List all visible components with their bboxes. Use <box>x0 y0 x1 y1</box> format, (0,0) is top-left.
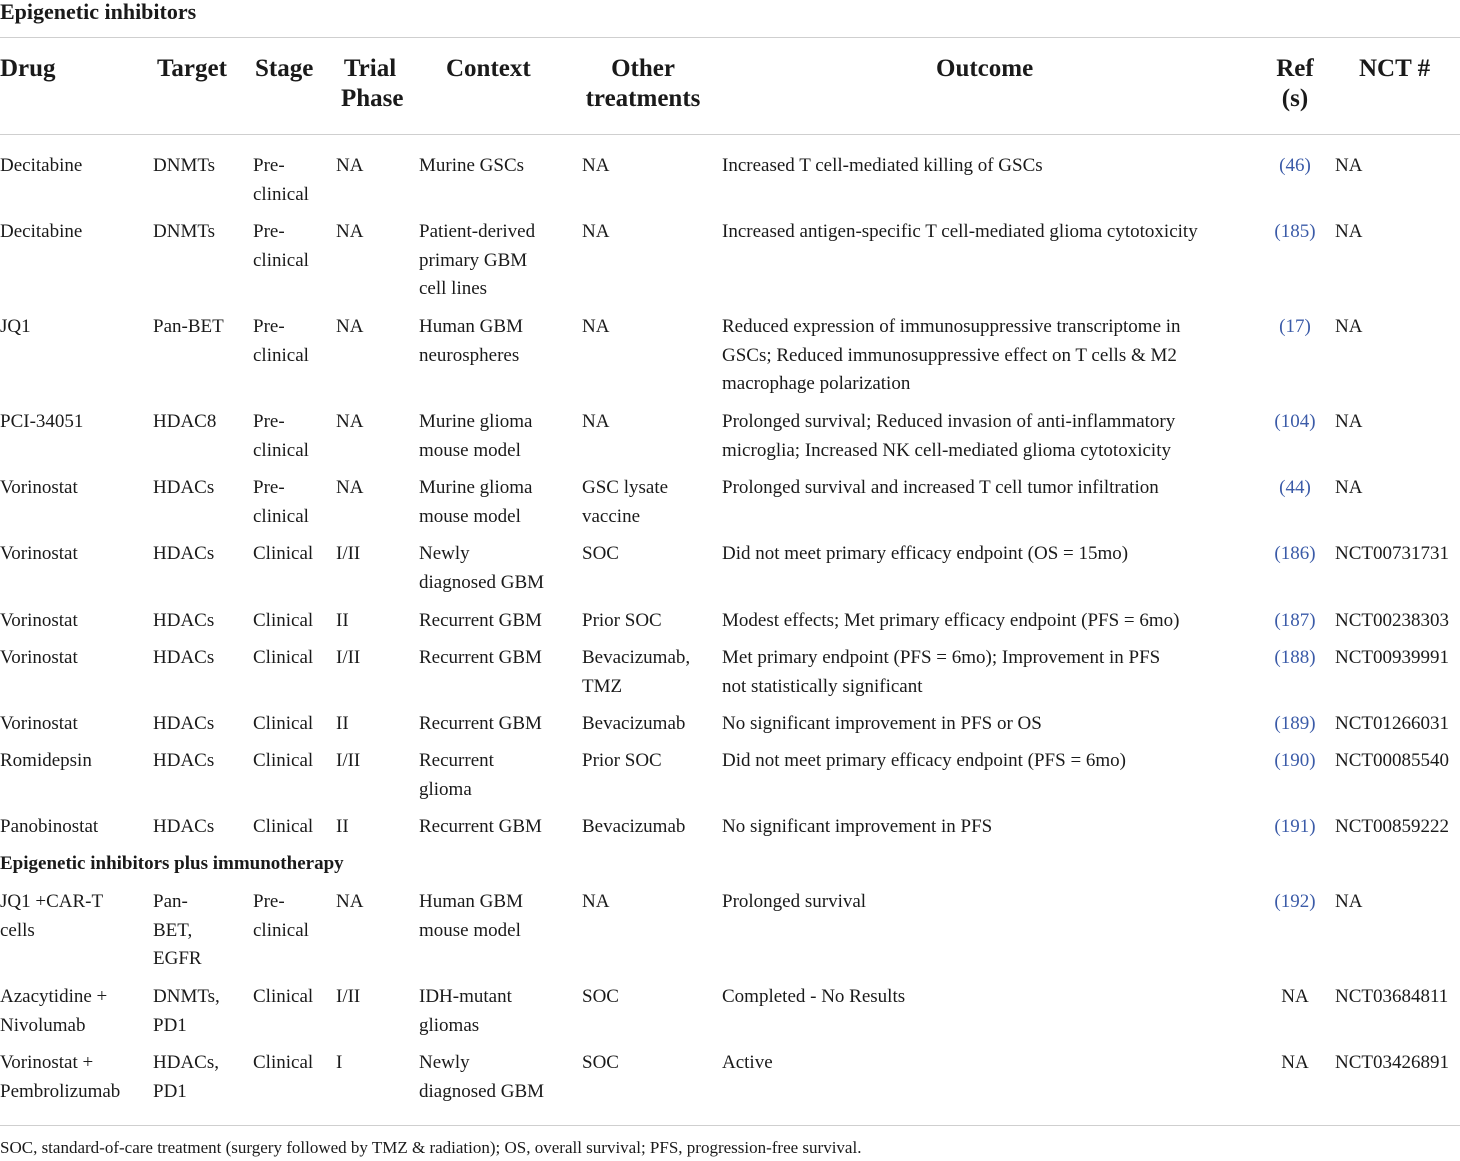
cell-drug <box>0 983 107 1040</box>
cell-target <box>153 218 215 247</box>
cell-target <box>153 644 214 673</box>
cell-drug-line: Vorinostat <box>0 477 78 498</box>
cell-target-line: PD1 <box>153 1014 187 1036</box>
header-rule <box>0 134 1460 135</box>
cell-target-line: DNMTs <box>153 155 216 176</box>
cell-stage-line: Pre- <box>253 316 285 337</box>
cell-other-treatments <box>582 474 668 531</box>
cell-stage <box>253 1049 313 1078</box>
reference-link[interactable]: (17) <box>1279 316 1311 337</box>
cell-outcome-line: Increased T cell-mediated killing of GSCs <box>722 155 1043 176</box>
cell-outcome-line: No significant improvement in PFS or OS <box>722 713 1042 734</box>
cell-outcome-line: Prolonged survival and increased T cell tumor infiltration <box>722 477 1159 498</box>
cell-trial-phase <box>336 644 360 673</box>
cell-target <box>153 408 216 437</box>
header-refs-line2: (s) <box>1281 85 1309 112</box>
cell-drug-line: PCI-34051 <box>0 411 84 432</box>
cell-trial-phase <box>336 747 360 776</box>
cell-nct: NA <box>1335 477 1363 498</box>
cell-outcome-line: microglia; Increased NK cell-mediated glioma cytotoxicity <box>722 439 1171 461</box>
cell-drug-line: JQ1 <box>0 316 31 337</box>
cell-other-treatments-line: TMZ <box>582 675 623 697</box>
cell-drug <box>0 218 82 247</box>
cell-target-line: EGFR <box>153 948 202 969</box>
cell-nct: NA <box>1335 155 1363 176</box>
cell-drug <box>0 408 83 437</box>
cell-trial-phase-line: NA <box>336 411 364 432</box>
cell-stage-line: Clinical <box>253 750 314 771</box>
cell-drug <box>0 813 98 842</box>
cell-outcome <box>722 408 1175 465</box>
header-other-treatments <box>580 54 706 114</box>
cell-trial-phase-line: II <box>336 713 349 734</box>
cell-stage <box>253 710 313 739</box>
cell-other-treatments-line: Prior SOC <box>582 750 662 771</box>
cell-drug-line: Pembrolizumab <box>0 1080 121 1102</box>
cell-context <box>419 218 535 304</box>
cell-target-line: HDACs <box>153 610 215 631</box>
cell-trial-phase-line: I/II <box>336 750 361 771</box>
cell-target-line: Pan- <box>153 891 188 912</box>
cell-target <box>153 710 214 739</box>
cell-stage <box>253 607 313 636</box>
cell-nct: NCT00238303 <box>1335 610 1449 631</box>
cell-context <box>419 888 523 945</box>
cell-drug-line: Vorinostat <box>0 713 78 734</box>
cell-outcome-line: Reduced expression of immunosuppressive transcriptome in <box>722 316 1181 337</box>
cell-context-line: Recurrent GBM <box>419 816 542 837</box>
cell-drug <box>0 888 103 945</box>
cell-context-line: diagnosed GBM <box>419 1080 545 1102</box>
cell-stage-line: Clinical <box>253 647 314 668</box>
cell-stage <box>253 813 313 842</box>
cell-trial-phase <box>336 474 363 503</box>
cell-context-line: Patient-derived <box>419 221 536 242</box>
cell-other-treatments <box>582 644 690 701</box>
cell-other-treatments-line: GSC lysate <box>582 477 669 498</box>
cell-other-treatments-line: vaccine <box>582 505 641 527</box>
cell-nct: NCT03684811 <box>1335 986 1449 1007</box>
cell-trial-phase-line: II <box>336 610 349 631</box>
reference-link[interactable]: (187) <box>1274 610 1316 631</box>
cell-outcome <box>722 813 992 842</box>
cell-context-line: primary GBM <box>419 249 528 271</box>
reference-link[interactable]: (190) <box>1274 750 1316 771</box>
cell-outcome <box>722 983 905 1012</box>
cell-target <box>153 540 214 569</box>
cell-trial-phase-line: I/II <box>336 986 361 1007</box>
cell-outcome-line: Met primary endpoint (PFS = 6mo); Improvement in PFS <box>722 647 1161 668</box>
cell-context-line: Murine glioma <box>419 477 533 498</box>
cell-ref: NA <box>1281 1052 1309 1073</box>
cell-stage-line: clinical <box>253 919 309 941</box>
cell-stage-line: Clinical <box>253 713 314 734</box>
cell-outcome-line: Active <box>722 1052 773 1073</box>
cell-context-line: Recurrent GBM <box>419 647 542 668</box>
cell-target-line: HDACs <box>153 816 215 837</box>
reference-link[interactable]: (46) <box>1279 155 1311 176</box>
cell-drug <box>0 313 31 342</box>
cell-context <box>419 540 544 597</box>
cell-drug-line: JQ1 +CAR-T <box>0 891 104 912</box>
cell-other-treatments-line: SOC <box>582 986 619 1007</box>
cell-drug-line: Vorinostat <box>0 647 78 668</box>
cell-nct: NA <box>1335 411 1363 432</box>
top-rule <box>0 37 1460 38</box>
cell-drug-line: cells <box>0 919 35 941</box>
header-outcome: Outcome <box>936 55 1034 82</box>
reference-link[interactable]: (185) <box>1274 221 1316 242</box>
cell-stage-line: Pre- <box>253 155 285 176</box>
reference-link[interactable]: (192) <box>1274 891 1316 912</box>
cell-outcome <box>722 313 1181 399</box>
cell-context-line: gliomas <box>419 1014 480 1036</box>
cell-other-treatments <box>582 218 609 247</box>
cell-outcome <box>722 152 1043 181</box>
cell-context-line: Newly <box>419 543 470 564</box>
cell-drug <box>0 540 78 569</box>
cell-trial-phase <box>336 813 349 842</box>
bottom-rule <box>0 1125 1460 1126</box>
cell-drug <box>0 607 78 636</box>
cell-stage-line: Clinical <box>253 1052 314 1073</box>
cell-stage-line: Pre- <box>253 477 285 498</box>
cell-target-line: HDACs, <box>153 1052 219 1073</box>
cell-trial-phase <box>336 540 360 569</box>
cell-outcome <box>722 607 1179 636</box>
header-drug: Drug <box>0 55 56 82</box>
cell-target <box>153 474 214 503</box>
cell-nct: NCT00085540 <box>1335 750 1449 771</box>
cell-context-line: glioma <box>419 778 472 800</box>
table-footnote: SOC, standard-of-care treatment (surgery followed by TMZ & radiation); OS, overall survival; PFS, progression-free survival. <box>0 1138 862 1157</box>
cell-context <box>419 408 532 465</box>
cell-other-treatments <box>582 607 662 636</box>
cell-stage-line: Clinical <box>253 543 314 564</box>
cell-outcome-line: Did not meet primary efficacy endpoint (OS = 15mo) <box>722 543 1129 564</box>
cell-stage <box>253 747 313 776</box>
cell-target-line: HDACs <box>153 750 215 771</box>
cell-outcome <box>722 540 1128 569</box>
cell-drug-line: Azacytidine + <box>0 986 108 1007</box>
cell-nct: NA <box>1335 221 1363 242</box>
reference-link[interactable]: (186) <box>1274 543 1316 564</box>
cell-stage-line: Pre- <box>253 411 285 432</box>
cell-target <box>153 983 220 1040</box>
cell-stage <box>253 152 309 209</box>
cell-stage <box>253 408 309 465</box>
cell-drug-line: Decitabine <box>0 155 83 176</box>
cell-trial-phase-line: I/II <box>336 647 361 668</box>
table-title: Epigenetic inhibitors <box>0 0 197 24</box>
cell-outcome-line: not statistically significant <box>722 675 923 697</box>
cell-trial-phase-line: NA <box>336 477 364 498</box>
cell-stage-line: clinical <box>253 505 309 527</box>
cell-outcome <box>722 747 1126 776</box>
cell-context <box>419 813 542 842</box>
cell-context-line: Recurrent <box>419 750 494 771</box>
cell-outcome-line: Prolonged survival; Reduced invasion of anti-inflammatory <box>722 411 1176 432</box>
cell-trial-phase <box>336 983 360 1012</box>
cell-outcome-line: Modest effects; Met primary efficacy endpoint (PFS = 6mo) <box>722 610 1180 631</box>
cell-target-line: HDACs <box>153 713 215 734</box>
cell-trial-phase-line: NA <box>336 891 364 912</box>
header-target: Target <box>157 55 227 82</box>
cell-target <box>153 888 202 974</box>
cell-target-line: BET, <box>153 919 193 941</box>
cell-other-treatments-line: NA <box>582 891 610 912</box>
cell-target-line: HDACs <box>153 477 215 498</box>
cell-target <box>153 313 224 342</box>
cell-outcome-line: Did not meet primary efficacy endpoint (PFS = 6mo) <box>722 750 1127 771</box>
cell-outcome <box>722 1049 773 1078</box>
cell-drug-line: Vorinostat <box>0 610 78 631</box>
cell-other-treatments <box>582 408 609 437</box>
cell-stage-line: Pre- <box>253 221 285 242</box>
cell-other-treatments-line: NA <box>582 155 610 176</box>
reference-link[interactable]: (104) <box>1274 411 1316 432</box>
cell-drug <box>0 644 78 673</box>
cell-trial-phase-line: NA <box>336 316 364 337</box>
header-trial-phase-line2: Phase <box>341 85 404 112</box>
cell-other-treatments <box>582 540 619 569</box>
cell-context-line: IDH-mutant <box>419 986 512 1007</box>
cell-other-treatments <box>582 983 619 1012</box>
cell-drug-line: Vorinostat <box>0 543 78 564</box>
cell-stage-line: clinical <box>253 439 309 461</box>
cell-context-line: Recurrent GBM <box>419 610 542 631</box>
cell-trial-phase <box>336 607 349 636</box>
cell-target-line: DNMTs, <box>153 986 220 1007</box>
cell-outcome <box>722 218 1198 247</box>
header-context: Context <box>446 55 531 82</box>
cell-context <box>419 152 524 181</box>
cell-stage-line: clinical <box>253 183 309 205</box>
cell-stage-line: clinical <box>253 344 309 366</box>
cell-ref: NA <box>1281 986 1309 1007</box>
cell-nct: NCT03426891 <box>1335 1052 1449 1073</box>
cell-target <box>153 813 214 842</box>
cell-outcome <box>722 888 866 917</box>
cell-drug <box>0 710 78 739</box>
cell-nct: NCT00731731 <box>1335 543 1449 564</box>
cell-stage <box>253 888 309 945</box>
cell-stage <box>253 644 313 673</box>
reference-link[interactable]: (191) <box>1274 816 1316 837</box>
cell-nct: NCT00859222 <box>1335 816 1449 837</box>
cell-context-line: Human GBM <box>419 316 523 337</box>
cell-trial-phase <box>336 888 363 917</box>
cell-context-line: mouse model <box>419 505 521 527</box>
cell-trial-phase <box>336 313 363 342</box>
cell-nct: NCT00939991 <box>1335 647 1449 668</box>
cell-stage-line: Clinical <box>253 816 314 837</box>
cell-other-treatments-line: SOC <box>582 543 619 564</box>
cell-outcome <box>722 644 1160 701</box>
cell-drug <box>0 474 78 503</box>
cell-outcome-line: No significant improvement in PFS <box>722 816 993 837</box>
cell-context-line: Newly <box>419 1052 470 1073</box>
reference-link[interactable]: (189) <box>1274 713 1316 734</box>
cell-target <box>153 607 214 636</box>
cell-trial-phase <box>336 1049 342 1078</box>
cell-context-line: Murine GSCs <box>419 155 525 176</box>
header-refs <box>1272 54 1318 114</box>
cell-outcome-line: GSCs; Reduced immunosuppressive effect on T cells & M2 <box>722 344 1177 366</box>
cell-drug <box>0 747 92 776</box>
header-trial-phase <box>341 54 404 114</box>
cell-outcome-line: macrophage polarization <box>722 373 911 394</box>
cell-other-treatments-line: Bevacizumab <box>582 713 686 734</box>
cell-drug-line: Decitabine <box>0 221 83 242</box>
cell-trial-phase <box>336 218 363 247</box>
cell-context <box>419 710 542 739</box>
cell-trial-phase <box>336 152 363 181</box>
cell-other-treatments-line: NA <box>582 411 610 432</box>
cell-target-line: DNMTs <box>153 221 216 242</box>
cell-stage-line: Pre- <box>253 891 285 912</box>
cell-target-line: HDAC8 <box>153 411 217 432</box>
cell-stage <box>253 540 313 569</box>
cell-context <box>419 983 512 1040</box>
cell-drug-line: Romidepsin <box>0 750 92 771</box>
cell-other-treatments <box>582 813 685 842</box>
cell-other-treatments <box>582 747 662 776</box>
cell-context <box>419 474 532 531</box>
cell-drug-line: Vorinostat + <box>0 1052 94 1073</box>
cell-context-line: diagnosed GBM <box>419 571 545 593</box>
cell-context-line: cell lines <box>419 278 488 299</box>
cell-stage <box>253 474 309 531</box>
cell-context-line: Recurrent GBM <box>419 713 542 734</box>
cell-nct: NCT01266031 <box>1335 713 1449 734</box>
cell-other-treatments <box>582 710 685 739</box>
cell-stage <box>253 983 313 1012</box>
reference-link[interactable]: (44) <box>1279 477 1311 498</box>
cell-stage-line: clinical <box>253 249 309 271</box>
cell-context-line: mouse model <box>419 439 521 461</box>
cell-stage <box>253 313 309 370</box>
cell-context-line: Murine glioma <box>419 411 533 432</box>
cell-context <box>419 607 542 636</box>
reference-link[interactable]: (188) <box>1274 647 1316 668</box>
cell-other-treatments <box>582 313 609 342</box>
cell-target-line: PD1 <box>153 1080 187 1102</box>
header-nct: NCT # <box>1359 55 1431 82</box>
cell-outcome <box>722 474 1159 503</box>
cell-other-treatments-line: NA <box>582 316 610 337</box>
cell-target-line: HDACs <box>153 543 215 564</box>
cell-context-line: mouse model <box>419 919 521 941</box>
cell-other-treatments-line: Bevacizumab <box>582 816 686 837</box>
cell-other-treatments-line: NA <box>582 221 610 242</box>
cell-target <box>153 152 215 181</box>
cell-context-line: Human GBM <box>419 891 523 912</box>
cell-target-line: HDACs <box>153 647 215 668</box>
header-trial-phase-line1: Trial <box>343 55 397 82</box>
cell-context-line: neurospheres <box>419 344 520 366</box>
cell-trial-phase-line: NA <box>336 221 364 242</box>
cell-outcome-line: Prolonged survival <box>722 891 867 912</box>
cell-other-treatments <box>582 152 609 181</box>
cell-target-line: Pan-BET <box>153 316 224 337</box>
cell-trial-phase <box>336 710 349 739</box>
cell-stage-line: Clinical <box>253 610 314 631</box>
section-heading: Epigenetic inhibitors plus immunotherapy <box>0 853 344 874</box>
cell-stage <box>253 218 309 275</box>
cell-trial-phase-line: I/II <box>336 543 361 564</box>
cell-other-treatments-line: SOC <box>582 1052 619 1073</box>
cell-target <box>153 1049 219 1106</box>
cell-outcome <box>722 710 1042 739</box>
cell-outcome-line: Increased antigen-specific T cell-mediated glioma cytotoxicity <box>722 221 1198 242</box>
cell-target <box>153 747 214 776</box>
header-other-line2: treatments <box>585 85 701 112</box>
cell-drug-line: Panobinostat <box>0 816 99 837</box>
cell-context <box>419 1049 544 1106</box>
cell-outcome-line: Completed - No Results <box>722 986 906 1007</box>
cell-drug <box>0 152 82 181</box>
cell-trial-phase-line: I <box>336 1052 343 1073</box>
cell-trial-phase <box>336 408 363 437</box>
cell-nct: NA <box>1335 891 1363 912</box>
header-refs-line1: Ref <box>1276 55 1314 82</box>
cell-trial-phase-line: NA <box>336 155 364 176</box>
cell-drug-line: Nivolumab <box>0 1014 86 1036</box>
header-stage: Stage <box>255 55 314 82</box>
cell-context <box>419 644 542 673</box>
cell-context <box>419 747 494 804</box>
cell-other-treatments <box>582 888 609 917</box>
cell-nct: NA <box>1335 316 1363 337</box>
cell-stage-line: Clinical <box>253 986 314 1007</box>
cell-other-treatments-line: Bevacizumab, <box>582 647 691 668</box>
cell-context <box>419 313 523 370</box>
header-other-line1: Other <box>611 55 675 82</box>
cell-trial-phase-line: II <box>336 816 349 837</box>
cell-other-treatments-line: Prior SOC <box>582 610 662 631</box>
cell-other-treatments <box>582 1049 619 1078</box>
cell-drug <box>0 1049 120 1106</box>
